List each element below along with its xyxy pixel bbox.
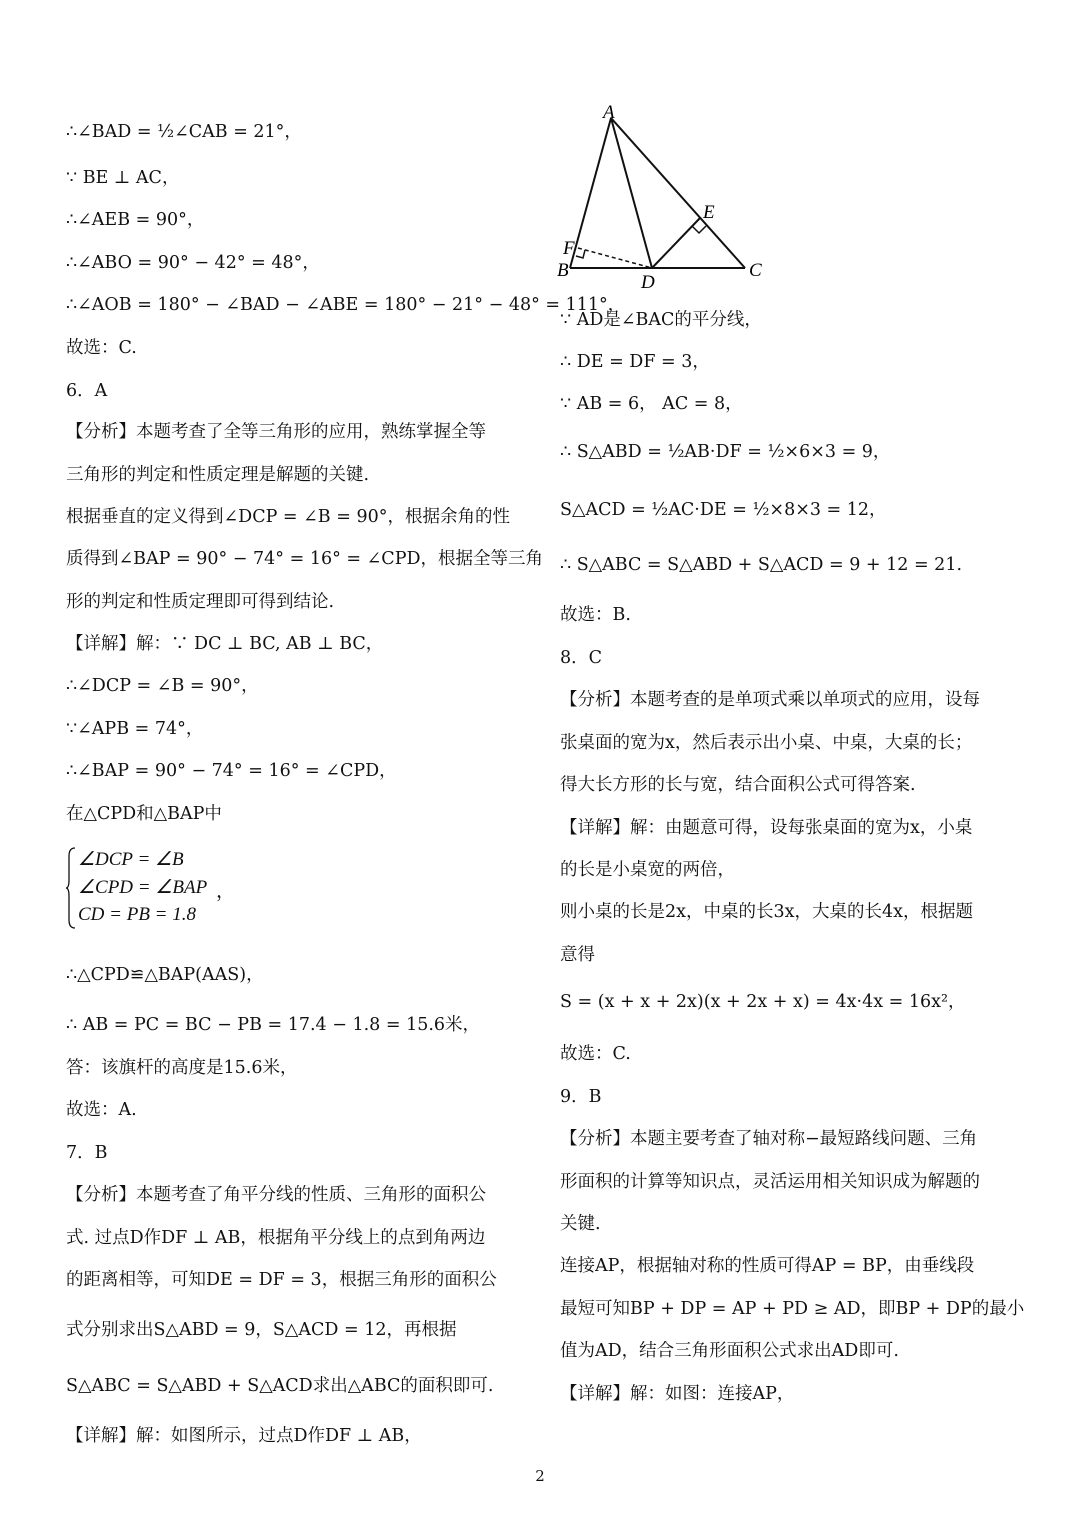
equation-system bbox=[66, 846, 286, 936]
left-text-line: ∴∠ABO = 90° − 42° = 48°， bbox=[66, 253, 320, 273]
left-text-line: ∴△CPD≌△BAP(AAS)， bbox=[66, 965, 264, 985]
left-text-line: ∵ BE ⊥ AC， bbox=[66, 168, 180, 188]
right-text-line: 张桌面的宽为x，然后表示出小桌、中桌，大桌的长； bbox=[560, 733, 973, 753]
triangle-figure bbox=[555, 100, 775, 295]
left-text-line: ∵∠APB = 74°， bbox=[66, 719, 204, 739]
left-text-line: 7．B bbox=[66, 1143, 108, 1163]
right-text-line: S△ACD = ½AC·DE = ½×8×3 = 12， bbox=[560, 500, 887, 520]
right-text-line: 的长是小桌宽的两倍， bbox=[560, 860, 735, 880]
left-text-line: ∴∠BAD = ½∠CAB = 21°， bbox=[66, 122, 302, 142]
left-text-line: 式分别求出S△ABD = 9，S△ACD = 12，再根据 bbox=[66, 1320, 457, 1340]
right-text-line: S = (x + x + 2x)(x + 2x + x) = 4x·4x = 16x²， bbox=[560, 992, 966, 1012]
right-text-line: ∴ S△ABC = S△ABD + S△ACD = 9 + 12 = 21. bbox=[560, 555, 963, 575]
right-text-line: ∵ AD是∠BAC的平分线， bbox=[560, 310, 762, 330]
label-C: C bbox=[749, 260, 762, 281]
left-text-line: 根据垂直的定义得到∠DCP = ∠B = 90°，根据余角的性 bbox=[66, 507, 510, 527]
left-text-line: 形的判定和性质定理即可得到结论. bbox=[66, 592, 335, 612]
system-comma: ， bbox=[216, 881, 236, 902]
left-text-line: 答：该旗杆的高度是15.6米， bbox=[66, 1058, 298, 1078]
label-E: E bbox=[703, 202, 715, 223]
right-text-line: 故选：C. bbox=[560, 1044, 631, 1064]
left-text-line: 三角形的判定和性质定理是解题的关键. bbox=[66, 465, 370, 485]
right-text-line: 连接AP，根据轴对称的性质可得AP = BP，由垂线段 bbox=[560, 1256, 975, 1276]
right-text-line: 得大长方形的长与宽，结合面积公式可得答案. bbox=[560, 775, 916, 795]
right-text-line: 【详解】解：由题意可得，设每张桌面的宽为x，小桌 bbox=[560, 818, 973, 838]
left-text-line: 故选：C. bbox=[66, 338, 137, 358]
left-text-line: 式. 过点D作DF ⊥ AB，根据角平分线上的点到角两边 bbox=[66, 1228, 486, 1248]
right-text-line: 8．C bbox=[560, 648, 603, 668]
left-text-line: 的距离相等，可知DE = DF = 3，根据三角形的面积公 bbox=[66, 1270, 497, 1290]
left-text-line: 【分析】本题考查了全等三角形的应用，熟练掌握全等 bbox=[66, 422, 486, 442]
left-brace bbox=[66, 846, 76, 930]
right-text-line: ∴ DE = DF = 3， bbox=[560, 352, 710, 372]
system-line-1: ∠DCP = ∠B bbox=[78, 849, 184, 870]
left-text-line: 在△CPD和△BAP中 bbox=[66, 804, 222, 824]
right-text-line: 意得 bbox=[560, 945, 595, 965]
left-text-line: ∴∠BAP = 90° − 74° = 16° = ∠CPD， bbox=[66, 761, 397, 781]
right-text-line: 形面积的计算等知识点，灵活运用相关知识成为解题的 bbox=[560, 1172, 980, 1192]
left-text-line: ∴∠DCP = ∠B = 90°， bbox=[66, 676, 259, 696]
left-text-line: ∴ AB = PC = BC − PB = 17.4 − 1.8 = 15.6米， bbox=[66, 1015, 481, 1035]
right-text-line: 9．B bbox=[560, 1087, 602, 1107]
label-A: A bbox=[603, 102, 615, 123]
right-text-line: 【详解】解：如图：连接AP， bbox=[560, 1384, 795, 1404]
label-D: D bbox=[641, 272, 655, 293]
system-line-2: ∠CPD = ∠BAP bbox=[78, 877, 208, 898]
left-text-line: 【分析】本题考查了角平分线的性质、三角形的面积公 bbox=[66, 1185, 486, 1205]
right-text-line: ∵ AB = 6， AC = 8， bbox=[560, 394, 743, 414]
left-text-line: S△ABC = S△ABD + S△ACD求出△ABC的面积即可. bbox=[66, 1376, 494, 1396]
left-text-line: ∴∠AOB = 180° − ∠BAD − ∠ABE = 180° − 21° − 48° = 111°， bbox=[66, 295, 626, 315]
right-text-line: 【分析】本题考查的是单项式乘以单项式的应用，设每 bbox=[560, 690, 980, 710]
right-text-line: ∴ S△ABD = ½AB·DF = ½×6×3 = 9， bbox=[560, 442, 891, 462]
left-text-line: 【详解】解：如图所示，过点D作DF ⊥ AB， bbox=[66, 1426, 422, 1446]
label-B: B bbox=[557, 260, 569, 281]
right-text-line: 关键. bbox=[560, 1214, 601, 1234]
right-text-line: 则小桌的长是2x，中桌的长3x，大桌的长4x，根据题 bbox=[560, 902, 974, 922]
system-line-3: CD = PB = 1.8 bbox=[78, 904, 196, 925]
right-text-line: 【分析】本题主要考查了轴对称−最短路线问题、三角 bbox=[560, 1129, 978, 1149]
left-text-line: 【详解】解：∵ DC ⊥ BC, AB ⊥ BC， bbox=[66, 634, 384, 654]
left-text-line: 6．A bbox=[66, 381, 108, 401]
right-text-line: 最短可知BP + DP = AP + PD ≥ AD，即BP + DP的最小 bbox=[560, 1299, 1025, 1319]
left-text-line: ∴∠AEB = 90°， bbox=[66, 210, 205, 230]
left-text-line: 质得到∠BAP = 90° − 74° = 16° = ∠CPD，根据全等三角 bbox=[66, 549, 544, 569]
left-text-line: 故选：A. bbox=[66, 1100, 137, 1120]
right-text-line: 值为AD，结合三角形面积公式求出AD即可. bbox=[560, 1341, 899, 1361]
label-F: F bbox=[563, 238, 575, 259]
right-text-line: 故选：B. bbox=[560, 605, 631, 625]
page-number: 2 bbox=[535, 1467, 545, 1485]
